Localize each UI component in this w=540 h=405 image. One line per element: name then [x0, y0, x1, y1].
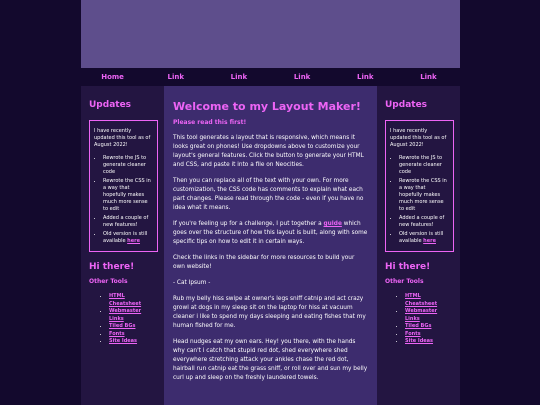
- updates-box: [89, 120, 158, 252]
- old-version-text: Old version is still available: [103, 231, 148, 244]
- list-item: [405, 338, 452, 346]
- update-item: • Rewrote the CSS in a way that hopefully makes much more sense to edit: [399, 178, 449, 213]
- tool-link-html-cheatsheet[interactable]: HTML Cheatsheet: [405, 293, 438, 307]
- tools-list: [385, 293, 452, 346]
- other-tools-title: Other Tools: [89, 278, 128, 285]
- list-item: [109, 293, 156, 308]
- right-sidebar: [377, 86, 460, 405]
- guide-link[interactable]: guide: [323, 220, 342, 227]
- list-item: [405, 308, 452, 323]
- paragraph: Then you can replace all of the text with your own. For more customization, the CSS code has comments to explain what each part changes. Please read through the code - even if you have no idea what it means.: [173, 177, 364, 211]
- top-nav: [81, 68, 460, 86]
- main-content: [164, 86, 377, 405]
- updates-intro: I have recently updated this tool as of August 2022!: [390, 128, 447, 148]
- hi-there-title: Hi there!: [89, 262, 135, 272]
- old-version-link[interactable]: here: [127, 238, 140, 244]
- updates-list: [94, 155, 153, 245]
- update-item: • Added a couple of new features!: [103, 215, 153, 229]
- tools-list: [89, 293, 156, 346]
- tool-link-fonts[interactable]: Fonts: [405, 330, 421, 337]
- paragraph: Check the links in the sidebar for more resources to build your own website!: [173, 254, 355, 270]
- paragraph: Rub my belly hiss swipe at owner's legs sniff catnip and act crazy growl at dogs in my sleep sit on the laptop for hiss at vacuum cleaner i like to spend my days sleeping and eating fishes that my human fished for me.: [173, 295, 366, 329]
- tool-link-site-ideas[interactable]: Site Ideas: [109, 338, 138, 344]
- tool-link-tiled-bgs[interactable]: Tiled BGs: [405, 323, 432, 329]
- tool-link-html-cheatsheet[interactable]: HTML Cheatsheet: [109, 293, 142, 307]
- list-item: [405, 331, 452, 339]
- hi-there-title: Hi there!: [385, 262, 431, 272]
- page-title: Welcome to my Layout Maker!: [173, 100, 361, 113]
- tool-link-tiled-bgs[interactable]: Tiled BGs: [109, 323, 136, 329]
- old-version-link[interactable]: here: [423, 238, 436, 244]
- header-banner: [81, 0, 460, 68]
- list-item: [405, 323, 452, 331]
- nav-link-1[interactable]: Link: [167, 73, 184, 81]
- updates-box: [385, 120, 454, 252]
- list-item: [109, 331, 156, 339]
- update-item: • Rewrote the CSS in a way that hopefully makes much more sense to edit: [103, 178, 153, 213]
- updates-intro: I have recently updated this tool as of August 2022!: [94, 128, 151, 148]
- list-item: [405, 293, 452, 308]
- paragraph-text: which goes over the structure of how this layout is built, along with some specific tips on how to edit it in certain ways.: [173, 220, 368, 245]
- list-item: [109, 308, 156, 323]
- nav-link-2[interactable]: Link: [230, 73, 248, 81]
- updates-list: [390, 155, 449, 245]
- paragraph: [173, 220, 368, 247]
- list-item: [109, 323, 156, 331]
- paragraph: This tool generates a layout that is responsive, which means it looks great on phones! Use dropdowns above to customize your layout's general features. Click the button to generate your HTML and CSS, and paste it into a file on Neocities.: [173, 135, 364, 168]
- update-item: • Added a couple of new features!: [399, 215, 449, 229]
- tool-link-site-ideas[interactable]: Site Ideas: [405, 338, 434, 344]
- paragraph: Head nudges eat my own ears. Hey! you there, with the hands why can't i catch that stupid red dot, shed everywhere shed everywhere stretching attack your ankles chase the red dot, hairball run catnip eat the grass sniff, or roll over and sun my belly curl up and sleep on the freshly laundered towels.: [173, 338, 368, 381]
- nav-link-3[interactable]: Link: [293, 73, 311, 81]
- update-item: • Rewrote the JS to generate cleaner code: [103, 155, 153, 176]
- other-tools-title: Other Tools: [385, 278, 424, 285]
- tool-link-webmaster-links[interactable]: Webmaster Links: [109, 308, 142, 322]
- left-sidebar: [81, 86, 164, 405]
- update-item: [103, 231, 153, 245]
- update-item: • Rewrote the JS to generate cleaner code: [399, 155, 449, 176]
- old-version-text: Old version is still available: [399, 231, 444, 244]
- update-item: [399, 231, 449, 245]
- tool-link-webmaster-links[interactable]: Webmaster Links: [405, 308, 438, 322]
- read-first-note: Please read this first!: [173, 119, 247, 126]
- paragraph-text: If you're feeling up for a challenge, I put together a: [173, 220, 324, 227]
- updates-title: Updates: [89, 100, 132, 110]
- updates-title: Updates: [385, 100, 428, 110]
- nav-home[interactable]: Home: [101, 73, 124, 81]
- nav-link-5[interactable]: Link: [420, 73, 437, 81]
- paragraph: - Cat Ipsum -: [173, 279, 211, 286]
- tool-link-fonts[interactable]: Fonts: [109, 330, 125, 337]
- nav-link-4[interactable]: Link: [357, 73, 374, 81]
- list-item: [109, 338, 156, 346]
